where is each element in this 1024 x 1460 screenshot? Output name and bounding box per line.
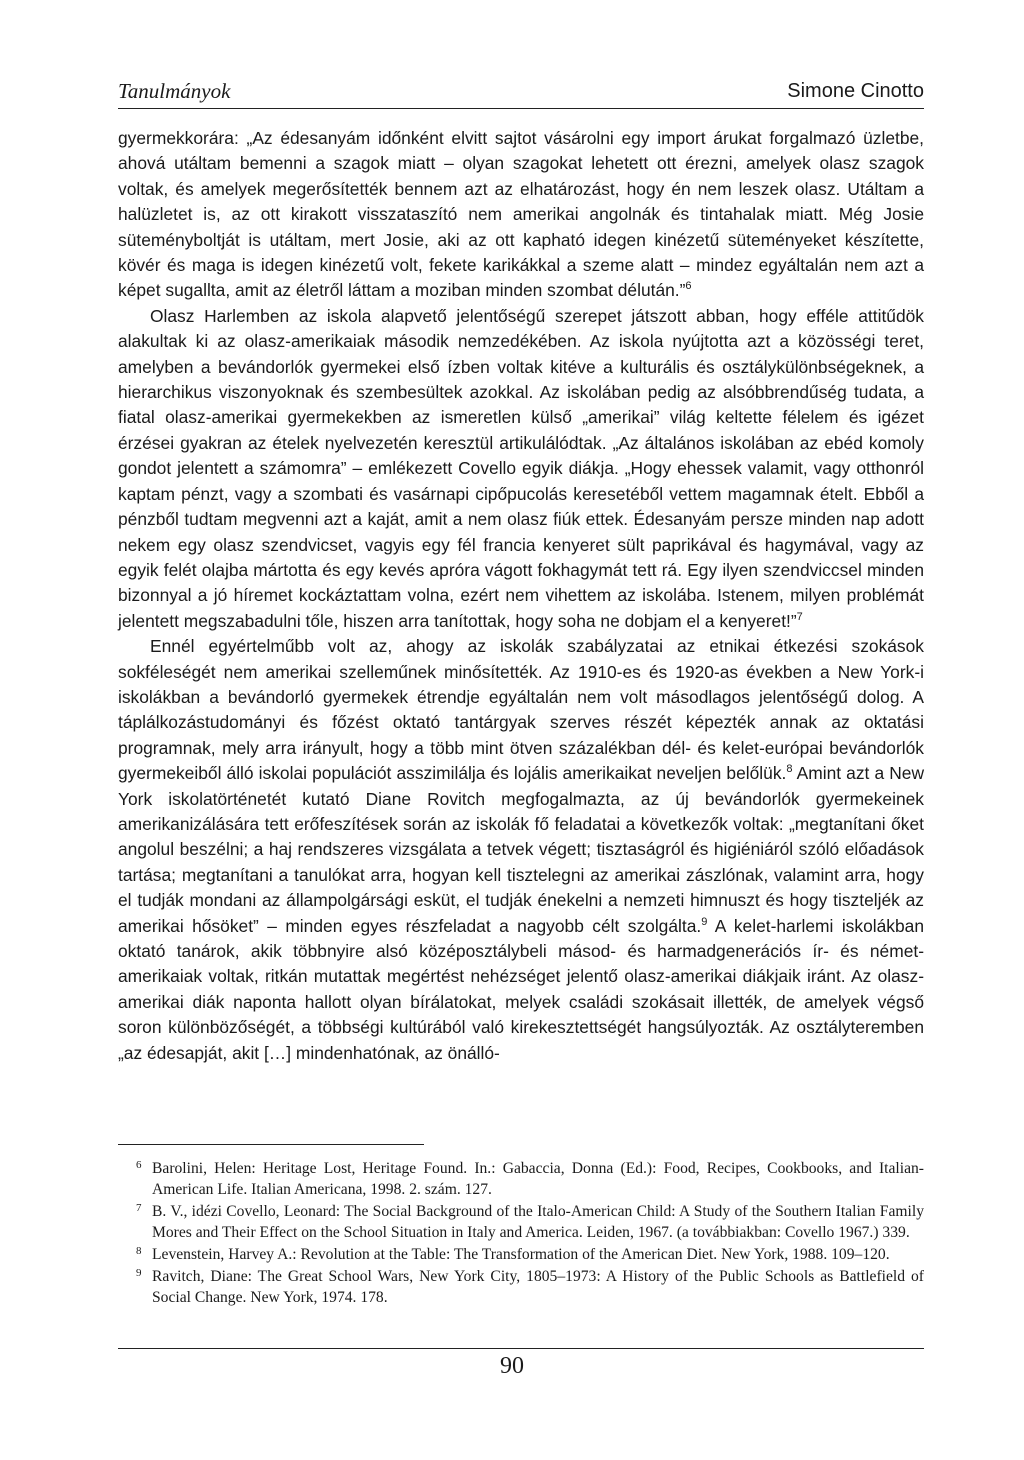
footnote-text: Levenstein, Harvey A.: Revolution at the Table: The Transformation of the American Diet. New York, 1988. 109–120. bbox=[152, 1246, 890, 1263]
footnote-ref-6[interactable]: 6 bbox=[685, 280, 692, 293]
header-author: Simone Cinotto bbox=[787, 80, 924, 102]
running-header bbox=[118, 78, 924, 109]
footnote-text: Barolini, Helen: Heritage Lost, Heritage Found. In.: Gabaccia, Donna (Ed.): Food, Recipes, Cookbooks, and Italian-American Life. Italian Americana, 1998. 2. szám. 127. bbox=[152, 1160, 924, 1198]
footnote-ref-7[interactable]: 7 bbox=[796, 610, 803, 623]
paragraph-text: Amint azt a New York iskolatörténetét kutató Diane Rovitch megfogalmazta, az új bevándorlók gyermekeinek amerikanizálására tett erőfeszítések során az iskolák fő feladatai a következők voltak: „megtanítani őket angolul beszélni; a haj rendszeres vizsgálata a tetvek végett; tisztaságról és higiéniáról szóló előadások tartása; megtanítani a tanulókat arra, hogyan kell tisztelegni az amerikai zászlónak, valamint arra, hogy el tudják mondani az állampolgársági esküt, el tudják énekelni a nemzeti himnuszt és hogy tiszteljék az amerikai hősöket” – minden egyes részfeladat a nagyobb célt szolgálta. bbox=[118, 763, 925, 936]
paragraph-text: A kelet-harlemi iskolákban oktató tanárok, akik többnyire alsó középosztálybeli másod- és harmadgenerációs ír- és német-amerikaiak voltak, ritkán mutattak megértést nehézséget jelentő olasz-amerikai diákjaik iránt. Az olasz-amerikai diák naponta hallott olyan bírálatokat, melyek családi szokásait illették, de amelyek végső soron különbözőségét, a többségi kultúrából való kirekesztettségét hangsúlyozták. Az osztályteremben „az édesapját, akit […] mindenhatónak, az önálló- bbox=[118, 915, 924, 1063]
footnote-number: 9 bbox=[136, 1267, 142, 1279]
article-body bbox=[118, 126, 924, 1066]
footer-divider bbox=[118, 1348, 924, 1349]
footnote-ref-8[interactable]: 8 bbox=[786, 763, 793, 776]
footnotes bbox=[118, 1158, 924, 1309]
footnote-text: B. V., idézi Covello, Leonard: The Social Background of the Italo-American Child: A Study of the Southern Italian Family Mores and Their Effect on the School Situation in Italy and America. Leiden, 1967. (a továbbiakban: Covello 1967.) 339. bbox=[152, 1203, 924, 1241]
footnote-ref-9[interactable]: 9 bbox=[701, 915, 708, 928]
paragraph-continued bbox=[118, 126, 924, 304]
paragraph-text: Ennél egyértelműbb volt az, ahogy az iskolák szabályzatai az etnikai étkezési szokások sokféleségét nem amerikai szelleműnek minősítették. Az 1910-es és 1920-as években a New York-i iskolákban a bevándorló gyermekek étrendje egyáltalán nem volt másodlagos jelentőségű dolog. A táplálkozástudományi és főzést oktató tantárgyak szerves részét képezték annak az oktatási programnak, mely arra irányult, hogy a több mint ötven százalékban dél- és kelet-európai bevándorlók gyermekeiből álló iskolai populációt asszimilálja és lojális amerikaikat neveljen belőlük. bbox=[118, 636, 924, 784]
paragraph-text: gyermekkorára: „Az édesanyám időnként elvitt sajtot vásárolni egy import árukat forgalmazó üzletbe, ahová utáltam bemenni a szagok miatt – olyan szagokat lehetett ott érezni, amelyek olasz szagok voltak, és amelyek megerősítették bennem azt az elhatározást, hogy én nem leszek olasz. Utáltam a halüzletet is, az ott kirakott visszataszító nem amerikai angolnák és tintahalak miatt. Még Josie süteményboltját is utáltam, mert Josie, aki az ott kapható idegen kinézetű süteményeket készítette, kövér és maga is idegen kinézetű volt, fekete karikákkal a szeme alatt – mindez egyáltalán nem azt a képet sugallta, amit az életről láttam a moziban minden szombat délután.” bbox=[118, 128, 924, 301]
page-number: 90 bbox=[500, 1353, 524, 1379]
footnote-7 bbox=[118, 1201, 924, 1243]
footnote-number: 7 bbox=[136, 1202, 142, 1214]
footnote-9 bbox=[118, 1266, 924, 1308]
footnote-text: Ravitch, Diane: The Great School Wars, New York City, 1805–1973: A History of the Public Schools as Battlefield of Social Change. New York, 1974. 178. bbox=[152, 1268, 924, 1306]
footnote-number: 8 bbox=[136, 1245, 142, 1257]
footnote-6 bbox=[118, 1158, 924, 1200]
footnote-8 bbox=[118, 1244, 924, 1265]
paragraph bbox=[118, 304, 924, 634]
footnote-divider bbox=[118, 1144, 424, 1145]
header-section-title: Tanulmányok bbox=[118, 79, 231, 103]
paragraph bbox=[118, 634, 924, 1066]
paragraph-text: Olasz Harlemben az iskola alapvető jelentőségű szerepet játszott abban, hogy efféle attitűdök alakultak ki az olasz-amerikaiak második nemzedékében. Az iskola nyújtotta azt a közösségi teret, amelyben a bevándorlók gyermekei első ízben voltak kitéve a kulturális és osztálykülönbségeknek, a hierarchikus viszonyoknak és szembesültek azokkal. Az iskolában pedig az alsóbbrendűség tudata, a fiatal olasz-amerikai gyermekekben az ismeretlen külső „amerikai” világ keltette félelem és igézet érzései gyakran az ételek nyelvezetén keresztül artikulálódtak. „Az általános iskolában az ebéd komoly gondot jelentett a számomra” – emlékezett Covello egyik diákja. „Hogy ehessek valamit, vagy otthonról kaptam pénzt, vagy a szombati és vasárnapi cipőpucolás keresetéből vettem magamnak ételt. Ebből a pénzből tudtam megvenni azt a kaját, amit a nem olasz fiúk ettek. Édesanyám persze minden nap adott nekem egy olasz szendvicset, vagyis egy fél francia kenyeret sült paprikával és hagymával, vagy az egyik felét olajba mártotta és egy kevés apróra vágott fokhagymát tett rá. Egy ilyen szendviccsel minden bizonnyal a jó híremet kockáztattam volna, ezért nem vihettem az iskolába. Istenem, milyen problémát jelentett megszabadulni tőle, hiszen arra tanítottak, hogy soha ne dobjam el a kenyeret!” bbox=[118, 305, 924, 631]
footnote-number: 6 bbox=[136, 1159, 142, 1171]
